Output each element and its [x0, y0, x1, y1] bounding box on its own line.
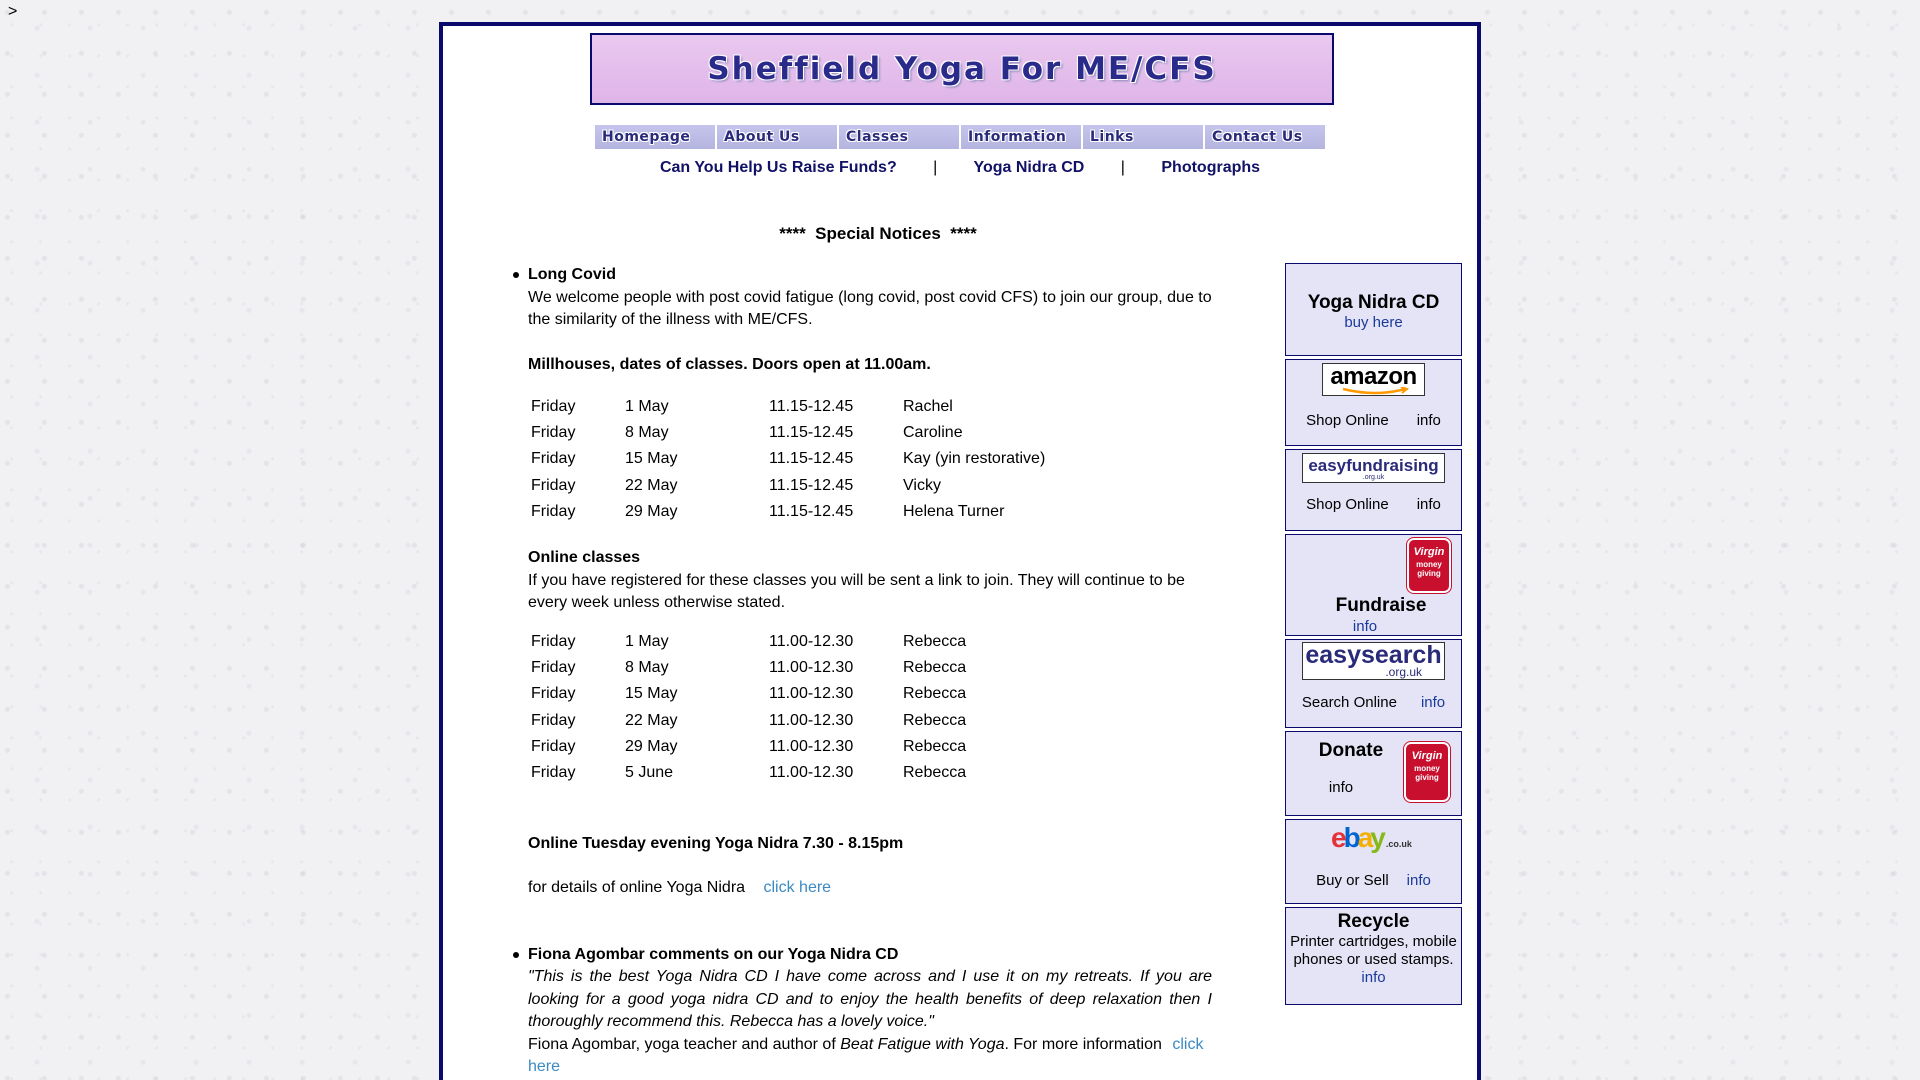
easyfundraising-logo-text: easyfundraising: [1308, 456, 1439, 475]
recycle-info-link[interactable]: info: [1361, 969, 1386, 986]
schedule-date: 5 June: [625, 764, 674, 782]
ebay-actions: [1286, 872, 1461, 889]
ebay-logo-suffix: .co.uk: [1385, 839, 1412, 849]
fiona-attribution: [528, 1034, 1212, 1079]
subnav-photographs-link[interactable]: Photographs: [1161, 159, 1261, 176]
schedule-teacher: Rebecca: [903, 711, 967, 729]
schedule-time: 11.15-12.45: [769, 424, 854, 442]
easyfundraising-logo-sub: .org.uk: [1362, 474, 1385, 481]
sidebar-donate-box: [1285, 731, 1462, 816]
amazon-logo-text: amazon: [1330, 363, 1417, 390]
schedule-teacher: Caroline: [903, 424, 963, 442]
sidebar-easyfundraising-box: [1285, 449, 1462, 531]
millhouses-heading: Millhouses, dates of classes. Doors open at 11.00am.: [528, 355, 931, 373]
schedule-teacher: Vicky: [903, 476, 941, 494]
easyfundraising-shop-online-link[interactable]: Shop Online: [1306, 496, 1389, 513]
amazon-logo[interactable]: [1322, 363, 1425, 396]
amazon-smile-icon: [1341, 387, 1411, 395]
online-yoga-nidra-heading: Online Tuesday evening Yoga Nidra 7.30 - 8.15pm: [528, 834, 904, 852]
donate-info-link[interactable]: info: [1328, 779, 1354, 796]
schedule-teacher: Rebecca: [903, 632, 967, 650]
schedule-day: Friday: [531, 764, 576, 782]
easysearch-search-online-link[interactable]: Search Online: [1301, 694, 1397, 711]
recycle-title: Recycle: [1337, 911, 1410, 932]
table-row: [528, 394, 1156, 420]
table-row: [528, 420, 1156, 446]
fundraise-info-link[interactable]: info: [1352, 618, 1378, 635]
online-yoga-nidra-text: for details of online Yoga Nidra: [528, 879, 746, 897]
fiona-attribution-start: Fiona Agombar, yoga teacher and author of: [528, 1035, 841, 1053]
schedule-day: Friday: [531, 711, 576, 729]
schedule-date: 15 May: [625, 685, 678, 703]
schedule-teacher: Rebecca: [903, 685, 967, 703]
ebay-logo-b: b: [1343, 822, 1358, 853]
easysearch-actions: [1286, 694, 1461, 711]
easyfundraising-info-link[interactable]: info: [1416, 496, 1441, 513]
subnav-yoga-nidra-cd-link[interactable]: Yoga Nidra CD: [973, 159, 1085, 176]
fiona-attribution-end: . For more information: [1004, 1035, 1162, 1053]
amazon-actions: [1286, 412, 1461, 429]
amazon-info-link[interactable]: info: [1416, 412, 1441, 429]
ebay-logo-y: y: [1370, 822, 1385, 853]
subnav-raise-funds-link[interactable]: Can You Help Us Raise Funds?: [659, 159, 897, 176]
amazon-shop-online-link[interactable]: Shop Online: [1306, 412, 1389, 429]
money-giving-logo-text: money giving: [1414, 764, 1440, 782]
nav-information[interactable]: Information: [961, 125, 1081, 149]
schedule-date: 1 May: [625, 397, 669, 415]
schedule-date: 22 May: [625, 711, 678, 729]
table-row: [528, 447, 1156, 473]
online-yoga-nidra-line: [528, 877, 1212, 900]
online-schedule-table: [528, 629, 1156, 787]
table-row: [528, 629, 1156, 655]
long-covid-text: We welcome people with post covid fatigue (long covid, post covid CFS) to join our group, due to the similarity of the illness with ME/CFS.: [528, 288, 1212, 328]
schedule-date: 1 May: [625, 632, 669, 650]
fundraise-title: Fundraise: [1335, 595, 1427, 616]
long-covid-title: Long Covid: [528, 264, 1212, 287]
ebay-info-link[interactable]: info: [1406, 872, 1431, 889]
site-title: Sheffield Yoga For ME/CFS: [707, 51, 1217, 87]
schedule-teacher: Rachel: [903, 397, 953, 415]
ebay-logo-e: e: [1331, 822, 1344, 853]
easyfundraising-logo[interactable]: [1302, 453, 1445, 483]
sidebar-recycle-box: [1285, 907, 1462, 1005]
table-row: [528, 682, 1156, 708]
schedule-time: 11.00-12.30: [769, 659, 854, 677]
table-row: [528, 708, 1156, 734]
fiona-comments-title: Fiona Agombar comments on our Yoga Nidra CD: [528, 944, 1212, 967]
money-giving-logo-text: money giving: [1416, 560, 1442, 578]
site-banner: [590, 33, 1334, 105]
sidebar-fundraise-box: [1285, 534, 1462, 636]
schedule-day: Friday: [531, 659, 576, 677]
sub-nav: [443, 159, 1477, 177]
table-row: [528, 760, 1156, 786]
schedule-time: 11.00-12.30: [769, 738, 854, 756]
schedule-date: 22 May: [625, 476, 678, 494]
yoga-cd-title: Yoga Nidra CD: [1307, 292, 1440, 313]
page-container: [439, 22, 1481, 1080]
schedule-teacher: Rebecca: [903, 764, 967, 782]
nav-links[interactable]: Links: [1083, 125, 1203, 149]
ebay-logo[interactable]: [1331, 822, 1431, 854]
schedule-time: 11.00-12.30: [769, 685, 854, 703]
schedule-day: Friday: [531, 685, 576, 703]
subnav-separator: |: [1120, 159, 1125, 176]
donate-title: Donate: [1318, 740, 1384, 761]
main-nav: [595, 125, 1325, 149]
schedule-date: 8 May: [625, 659, 669, 677]
fiona-quote: "This is the best Yoga Nidra CD I have come across and I use it on my retreats. If you are looking for a good yoga nidra CD and to enjoy the health benefits of deep relaxation then I thoroughly recommend this. Rebecca has a lovely voice.": [528, 968, 1212, 1031]
easysearch-logo-sub: .org.uk: [1385, 665, 1422, 679]
virgin-money-giving-logo[interactable]: [1407, 538, 1451, 593]
schedule-day: Friday: [531, 397, 576, 415]
fiona-more-info-link[interactable]: click here: [528, 1035, 1204, 1076]
recycle-text: Printer cartridges, mobile phones or used stamps.: [1290, 933, 1457, 968]
virgin-logo-text: Virgin: [1411, 750, 1443, 762]
schedule-teacher: Rebecca: [903, 738, 967, 756]
ebay-buy-or-sell-link[interactable]: Buy or Sell: [1316, 872, 1389, 889]
ebay-logo-a: a: [1357, 822, 1371, 853]
table-row: [528, 655, 1156, 681]
table-row: [528, 734, 1156, 760]
easysearch-logo-text: easysearch: [1305, 641, 1442, 669]
millhouses-schedule-table: [528, 394, 1156, 525]
yoga-cd-buy-link[interactable]: buy here: [1344, 314, 1403, 331]
nav-classes[interactable]: Classes: [839, 125, 959, 149]
schedule-day: Friday: [531, 503, 576, 521]
schedule-time: 11.15-12.45: [769, 397, 854, 415]
schedule-time: 11.00-12.30: [769, 764, 854, 782]
online-classes-heading: Online classes: [528, 549, 641, 567]
fiona-book-title: Beat Fatigue with Yoga: [840, 1035, 1005, 1053]
schedule-date: 29 May: [625, 503, 678, 521]
virgin-logo-text: Virgin: [1413, 546, 1445, 558]
sidebar-easysearch-box: [1285, 639, 1462, 728]
nav-about-us[interactable]: About Us: [717, 125, 837, 149]
schedule-time: 11.00-12.30: [769, 632, 854, 650]
schedule-time: 11.15-12.45: [769, 503, 854, 521]
schedule-day: Friday: [531, 450, 576, 468]
virgin-money-giving-logo[interactable]: [1404, 742, 1450, 802]
corner-mark: >: [8, 3, 18, 20]
sidebar-yoga-cd-box: [1285, 263, 1462, 356]
special-notices-heading: **** Special Notices ****: [779, 224, 977, 243]
nav-contact-us[interactable]: Contact Us: [1205, 125, 1325, 149]
schedule-date: 8 May: [625, 424, 669, 442]
schedule-day: Friday: [531, 424, 576, 442]
easysearch-info-link[interactable]: info: [1420, 694, 1446, 711]
nav-homepage[interactable]: Homepage: [595, 125, 715, 149]
easysearch-logo[interactable]: [1302, 642, 1445, 680]
schedule-teacher: Rebecca: [903, 659, 967, 677]
online-classes-text: If you have registered for these classes you will be sent a link to join. They will continue to be every week unless otherwise stated.: [528, 571, 1185, 612]
schedule-teacher: Helena Turner: [903, 503, 1005, 521]
schedule-time: 11.00-12.30: [769, 711, 854, 729]
schedule-day: Friday: [531, 738, 576, 756]
schedule-teacher: Kay (yin restorative): [903, 450, 1046, 468]
subnav-separator: |: [933, 159, 938, 176]
notices-content: [528, 264, 1212, 1079]
table-row: [528, 499, 1156, 525]
schedule-time: 11.15-12.45: [769, 476, 854, 494]
schedule-time: 11.15-12.45: [769, 450, 854, 468]
schedule-day: Friday: [531, 476, 576, 494]
online-yoga-nidra-link[interactable]: click here: [763, 879, 832, 897]
schedule-date: 15 May: [625, 450, 678, 468]
table-row: [528, 473, 1156, 499]
easyfundraising-actions: [1286, 496, 1461, 513]
schedule-day: Friday: [531, 632, 576, 650]
sidebar-amazon-box: [1285, 359, 1462, 446]
schedule-date: 29 May: [625, 738, 678, 756]
sidebar-ebay-box: [1285, 819, 1462, 904]
